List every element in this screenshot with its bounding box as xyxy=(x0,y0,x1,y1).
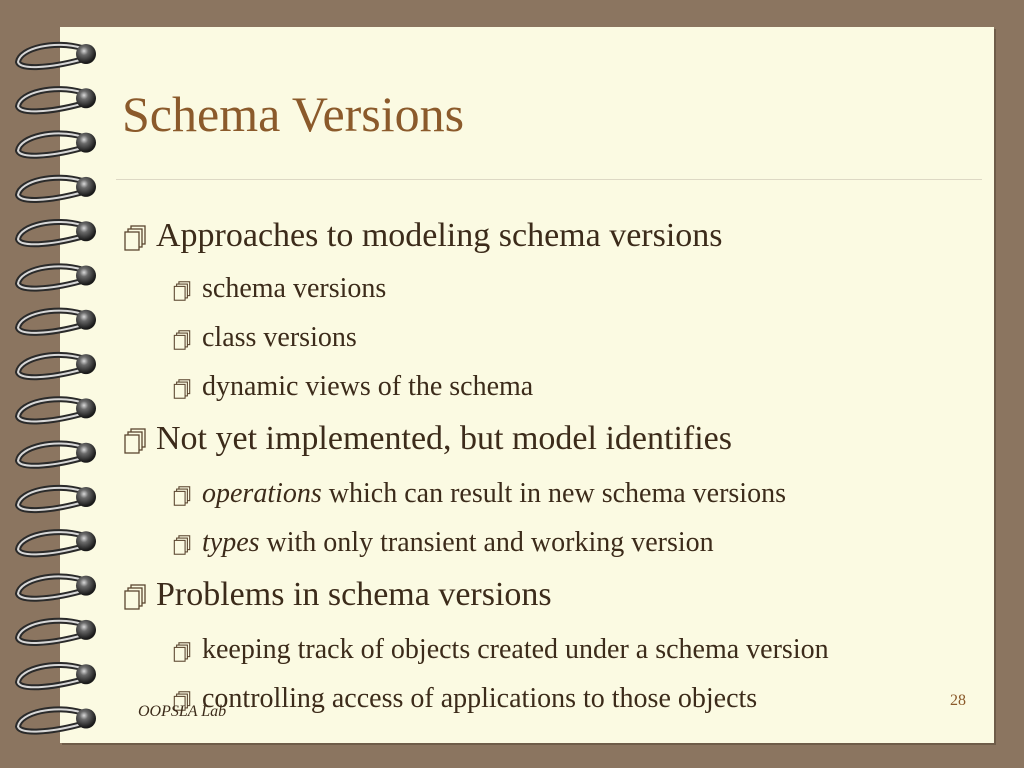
page-number: 28 xyxy=(950,692,966,709)
sub-bullet-emphasis: operations xyxy=(202,478,322,509)
sub-bullet-text: schema versions xyxy=(202,273,387,304)
bullet-text: Approaches to modeling schema versions xyxy=(156,217,723,254)
spiral-wire xyxy=(18,266,82,288)
stacked-pages-icon xyxy=(172,641,192,663)
binding-hole xyxy=(76,177,96,197)
binding-hole xyxy=(76,487,96,507)
binding-hole xyxy=(76,133,96,153)
sub-bullet-text: class versions xyxy=(202,322,357,353)
bullet-item xyxy=(122,576,552,614)
sub-bullet-item xyxy=(172,478,786,510)
spiral-wire xyxy=(18,665,82,687)
stacked-pages-icon xyxy=(172,534,192,556)
sub-bullet-item xyxy=(172,273,386,305)
sub-bullet-emphasis: types xyxy=(202,527,260,558)
sub-bullet-item xyxy=(172,371,533,403)
title-divider xyxy=(116,179,982,180)
sub-bullet-text: controlling access of applications to those objects xyxy=(202,683,758,714)
sub-bullet-item xyxy=(172,634,829,666)
bullet-text: Problems in schema versions xyxy=(156,576,552,613)
sub-bullet-text: dynamic views of the schema xyxy=(202,371,534,402)
spiral-wire xyxy=(18,133,82,155)
stacked-pages-icon xyxy=(172,280,192,302)
spiral-wire xyxy=(18,45,82,67)
stacked-pages-icon xyxy=(122,427,148,455)
slide-page xyxy=(60,27,994,743)
slide-title: Schema Versions xyxy=(122,86,465,142)
sub-bullet-item xyxy=(172,322,357,354)
binding-hole xyxy=(76,709,96,729)
binding-hole xyxy=(76,443,96,463)
sub-bullet-text: keeping track of objects created under a schema version xyxy=(202,634,829,665)
binding-hole xyxy=(76,664,96,684)
bullet-item xyxy=(122,420,732,458)
spiral-wire xyxy=(18,621,82,643)
spiral-wire xyxy=(18,444,82,466)
spiral-wire xyxy=(18,311,82,333)
binding-hole xyxy=(76,398,96,418)
spiral-wire xyxy=(18,709,82,731)
stacked-pages-icon xyxy=(172,329,192,351)
stacked-pages-icon xyxy=(122,224,148,252)
bullet-text: Not yet implemented, but model identifies xyxy=(156,420,732,457)
binding-hole xyxy=(76,88,96,108)
stacked-pages-icon xyxy=(122,583,148,611)
binding-hole xyxy=(76,221,96,241)
binding-hole xyxy=(76,44,96,64)
spiral-wire xyxy=(18,355,82,377)
binding-hole xyxy=(76,354,96,374)
sub-bullet-item xyxy=(172,527,714,559)
stacked-pages-icon xyxy=(172,378,192,400)
sub-bullet-text: with only transient and working version xyxy=(259,527,714,558)
spiral-wire xyxy=(18,222,82,244)
spiral-wire xyxy=(18,399,82,421)
binding-hole xyxy=(76,620,96,640)
spiral-wire xyxy=(18,89,82,111)
stacked-pages-icon xyxy=(172,485,192,507)
spiral-wire xyxy=(18,178,82,200)
spiral-wire xyxy=(18,488,82,510)
binding-hole xyxy=(76,576,96,596)
footer-label: OOPSLA Lab xyxy=(138,703,227,720)
sub-bullet-text: which can result in new schema versions xyxy=(321,478,786,509)
binding-hole xyxy=(76,531,96,551)
binding-hole xyxy=(76,310,96,330)
spiral-wire xyxy=(18,576,82,598)
bullet-item xyxy=(122,217,723,255)
spiral-wire xyxy=(18,532,82,554)
sub-bullet-item xyxy=(172,683,757,715)
spiral-binding-icon xyxy=(0,0,120,768)
binding-hole xyxy=(76,266,96,286)
